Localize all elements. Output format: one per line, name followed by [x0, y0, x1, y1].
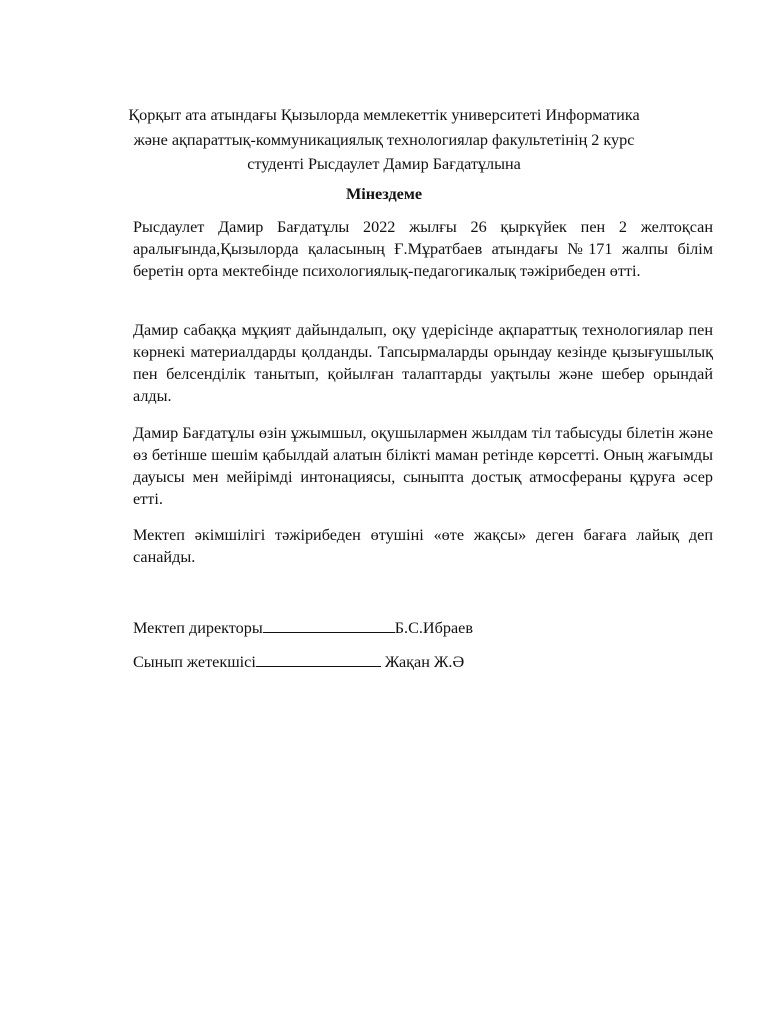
- paragraph-preparation: Дамир сабаққа мұқият дайындалып, оқу үдерісінде ақпараттық технологиялар пен көрнекі материалдарды қолданды. Тапсырмаларды орындау кезінде қызығушылық пен белсенділік танытып, қойылған талаптарды уақтылы және шебер орындай алды.: [133, 321, 713, 405]
- header-line-1: Қорқыт ата атындағы Қызылорда мемлекеттік университеті Информатика: [128, 106, 640, 124]
- director-signature-blank: [263, 617, 395, 633]
- teacher-label: Сынып жетекшісі: [133, 653, 256, 671]
- document-header: [122, 103, 646, 177]
- director-signature-line: [133, 617, 473, 639]
- director-label: Мектеп директоры: [133, 619, 263, 637]
- director-name: Б.С.Ибраев: [394, 619, 473, 637]
- header-line-2: және ақпараттық-коммуникациялық технологиялар факультетінің 2 курс: [133, 130, 635, 149]
- teacher-signature-blank: [256, 651, 381, 667]
- paragraph-internship-period: Рысдаулет Дамир Бағдатұлы 2022 жылғы 26 қыркүйек пен 2 желтоқсан аралығында,Қызылорда қаласының Ғ.Мұратбаев атындағы №171 жалпы білім беретін орта мектебінде психологиялық-педагогикалық тәжірибеден өтті.: [133, 218, 713, 280]
- teacher-signature-line: [133, 651, 464, 673]
- paragraph-assessment: Мектеп әкімшілігі тәжірибеден өтушіні «өте жақсы» деген бағаға лайық деп санайды.: [133, 526, 713, 566]
- header-line-3: студенті Рысдаулет Дамир Бағдатұлына: [247, 155, 521, 173]
- teacher-name: Жақан Ж.Ә: [384, 653, 465, 671]
- document-title: Мінездеме: [345, 185, 423, 203]
- paragraph-qualities: Дамир Бағдатұлы өзін ұжымшыл, оқушылармен жылдам тіл табысуды білетін және өз бетінше шешім қабылдай алатын білікті маман ретінде көрсетті. Оның жағымды дауысы мен мейірімді интонациясы, сыныпта достық атмосфераны құруға әсер етті.: [133, 424, 713, 508]
